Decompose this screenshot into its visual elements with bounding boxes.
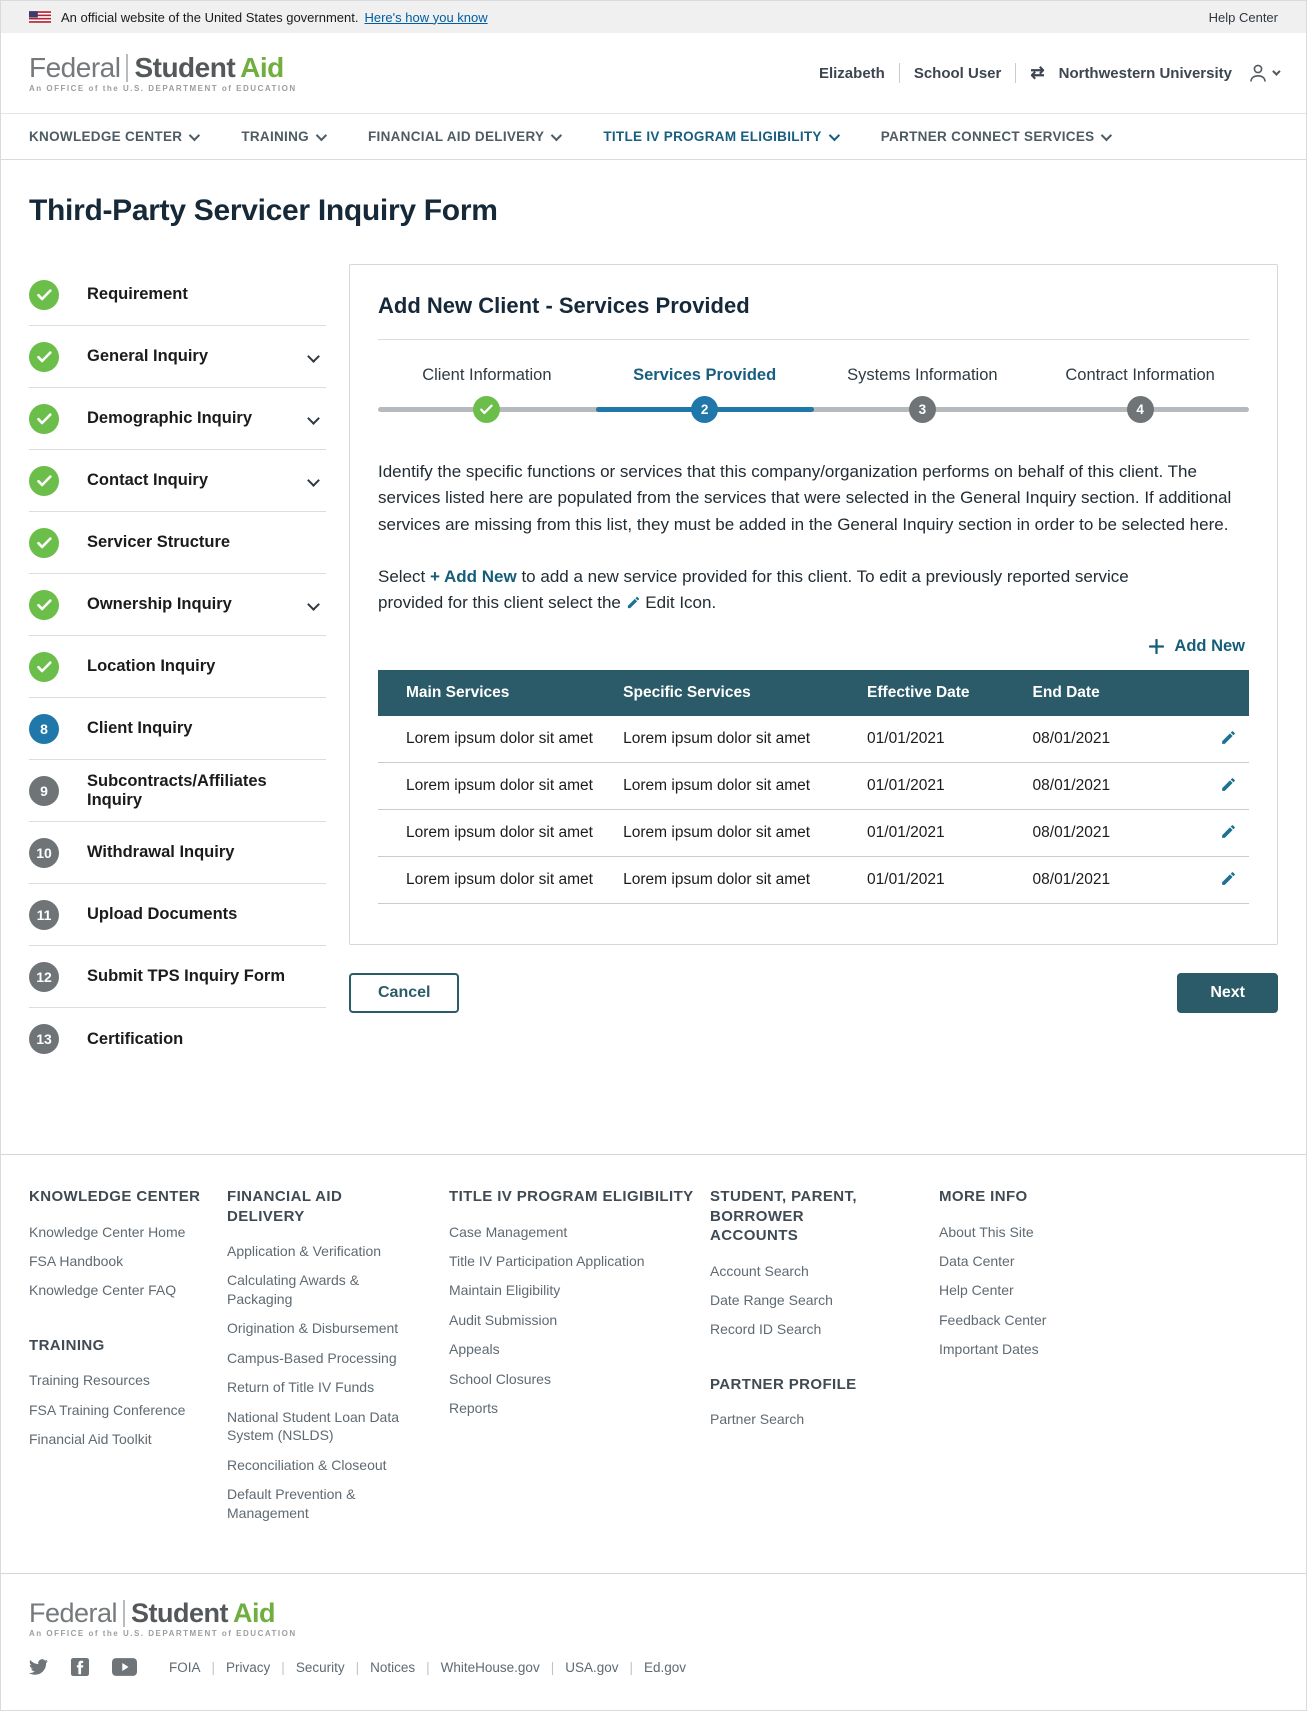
edit-pencil-icon xyxy=(1220,870,1237,887)
footer-link[interactable]: Partner Search xyxy=(710,1411,805,1428)
check-circle-icon xyxy=(29,652,59,682)
footer-link[interactable]: School Closures xyxy=(449,1370,551,1387)
check-circle-icon xyxy=(29,280,59,310)
edit-pencil-icon xyxy=(1220,729,1237,746)
next-button[interactable]: Next xyxy=(1177,973,1278,1013)
sidebar-item-contact-inquiry[interactable] xyxy=(29,450,326,512)
chevron-down-icon xyxy=(316,129,327,140)
logo-aid: Aid xyxy=(233,1598,276,1629)
step-number-badge: 13 xyxy=(29,1024,59,1054)
footer-column-accounts xyxy=(710,1187,939,1533)
facebook-icon[interactable] xyxy=(71,1658,89,1676)
footer-link[interactable]: Case Management xyxy=(449,1223,568,1240)
footer-link[interactable]: About This Site xyxy=(939,1223,1034,1240)
footer-link[interactable]: Help Center xyxy=(939,1282,1014,1299)
footer-heading: MORE INFO xyxy=(939,1188,1028,1205)
step-number-badge: 9 xyxy=(29,776,59,806)
chevron-down-icon[interactable] xyxy=(307,474,320,487)
nav-training[interactable] xyxy=(241,129,324,144)
main-content xyxy=(1,194,1306,1154)
edit-pencil-icon xyxy=(1220,776,1237,793)
logo-federal: Federal xyxy=(29,1598,118,1629)
cancel-button[interactable]: Cancel xyxy=(349,973,459,1013)
sidebar-item-label: Upload Documents xyxy=(87,905,238,923)
legal-link-whitehouse[interactable]: | WhiteHouse.gov xyxy=(415,1660,540,1675)
logo-tagline: An OFFICE of the U.S. DEPARTMENT of EDUCATION xyxy=(29,1629,297,1639)
footer-link[interactable]: Audit Submission xyxy=(449,1311,558,1328)
table-header-row xyxy=(378,670,1249,716)
footer-link[interactable]: Default Prevention & Management xyxy=(227,1486,356,1521)
chevron-down-icon xyxy=(551,129,562,140)
how-you-know-link[interactable]: Here's how you know xyxy=(364,9,488,25)
cell-end-date: 08/01/2021 xyxy=(1023,809,1171,856)
fsa-logo-footer[interactable] xyxy=(29,1600,1278,1638)
footer-link[interactable]: Return of Title IV Funds xyxy=(227,1379,375,1396)
footer-link[interactable]: Appeals xyxy=(449,1341,500,1358)
nav-label: PARTNER CONNECT SERVICES xyxy=(880,129,1095,144)
sidebar-item-label: Contact Inquiry xyxy=(87,471,209,489)
nav-label: TRAINING xyxy=(241,129,309,144)
table-row xyxy=(378,716,1249,763)
stepper-step-contract-information[interactable] xyxy=(1031,366,1249,423)
sidebar-item-certification[interactable] xyxy=(29,1008,326,1070)
legal-link-edgov[interactable]: | Ed.gov xyxy=(619,1660,687,1675)
edit-row-button[interactable] xyxy=(1218,727,1239,751)
chevron-down-icon xyxy=(189,129,200,140)
footer-link[interactable]: FSA Training Conference xyxy=(29,1401,186,1418)
gov-banner xyxy=(1,1,1306,33)
nav-title-iv-program-eligibility[interactable] xyxy=(603,129,836,144)
stepper-step-services-provided[interactable] xyxy=(596,366,814,423)
sidebar-item-ownership-inquiry[interactable] xyxy=(29,574,326,636)
sidebar-item-requirement[interactable] xyxy=(29,264,326,326)
form-actions xyxy=(349,973,1278,1013)
edit-row-button[interactable] xyxy=(1218,774,1239,798)
nav-knowledge-center[interactable] xyxy=(29,129,197,144)
select-suffix: Edit Icon. xyxy=(640,593,717,613)
step-label: Client Information xyxy=(422,366,552,384)
select-prefix: Select xyxy=(378,567,430,587)
footer-heading: TRAINING xyxy=(29,1336,105,1354)
edit-row-button[interactable] xyxy=(1218,821,1239,845)
divider xyxy=(1015,63,1016,83)
form-steps-sidebar xyxy=(29,264,326,1070)
footer-link[interactable]: Reconciliation & Closeout xyxy=(227,1456,387,1473)
add-new-label: Add New xyxy=(1174,636,1245,655)
page-title: Third-Party Servicer Inquiry Form xyxy=(29,194,498,227)
user-role: School User xyxy=(913,64,1002,82)
cell-main-services: Lorem ipsum dolor sit amet xyxy=(378,856,613,903)
sidebar-item-submit-tps-inquiry-form[interactable] xyxy=(29,946,326,1008)
logo-student: Student xyxy=(126,54,235,82)
switch-org-icon[interactable]: ⇄ xyxy=(1030,63,1045,82)
legal-link-privacy[interactable]: | Privacy xyxy=(201,1660,271,1675)
social-icons xyxy=(29,1658,137,1676)
sidebar-item-label: Subcontracts/Affiliates Inquiry xyxy=(87,771,267,809)
sidebar-item-upload-documents[interactable] xyxy=(29,884,326,946)
legal-links xyxy=(169,1660,686,1675)
sidebar-item-label: General Inquiry xyxy=(87,347,209,365)
footer-link[interactable]: Campus-Based Processing xyxy=(227,1349,397,1366)
chevron-down-icon xyxy=(828,129,839,140)
step-number-badge: 3 xyxy=(909,396,936,423)
footer-column-financial-aid-delivery xyxy=(227,1187,449,1533)
step-complete-check-icon xyxy=(473,396,500,423)
nav-partner-connect-services[interactable] xyxy=(881,129,1110,144)
column-header-end-date: End Date xyxy=(1023,670,1171,716)
footer-column-more-info xyxy=(939,1187,1239,1533)
cell-specific-services: Lorem ipsum dolor sit amet xyxy=(613,762,857,809)
sidebar-item-label: Servicer Structure xyxy=(87,533,231,551)
step-number-badge: 2 xyxy=(691,396,718,423)
footer-link[interactable]: Date Range Search xyxy=(710,1291,833,1308)
footer-link[interactable]: FSA Handbook xyxy=(29,1252,124,1269)
legal-link-notices[interactable]: | Notices xyxy=(345,1660,416,1675)
column-header-specific-services: Specific Services xyxy=(613,670,857,716)
step-number-badge: 11 xyxy=(29,900,59,930)
divider xyxy=(899,63,900,83)
check-circle-icon xyxy=(29,528,59,558)
footer-link[interactable]: Reports xyxy=(449,1400,499,1417)
footer-heading: TITLE IV PROGRAM ELIGIBILITY xyxy=(449,1188,694,1205)
cell-main-services: Lorem ipsum dolor sit amet xyxy=(378,809,613,856)
bottom-footer xyxy=(1,1573,1306,1710)
step-number-badge: 10 xyxy=(29,838,59,868)
wizard-stepper xyxy=(378,366,1249,423)
sidebar-item-label: Requirement xyxy=(87,285,188,303)
step-number-badge: 8 xyxy=(29,714,59,744)
footer-link[interactable]: Account Search xyxy=(710,1262,809,1279)
sidebar-item-subcontracts-affiliates-inquiry[interactable] xyxy=(29,760,326,822)
card-title: Add New Client - Services Provided xyxy=(378,293,750,318)
add-new-button[interactable] xyxy=(1149,637,1245,656)
column-header-effective-date: Effective Date xyxy=(857,670,1022,716)
cell-specific-services: Lorem ipsum dolor sit amet xyxy=(613,809,857,856)
logo-tagline: An OFFICE of the U.S. DEPARTMENT of EDUCATION xyxy=(29,83,297,93)
help-center-link[interactable]: Help Center xyxy=(1208,9,1278,25)
footer-link[interactable]: Knowledge Center Home xyxy=(29,1223,186,1240)
edit-pencil-icon xyxy=(626,595,641,610)
step-label: Services Provided xyxy=(633,366,777,384)
check-circle-icon xyxy=(29,590,59,620)
us-flag-icon xyxy=(29,11,51,23)
person-icon xyxy=(1246,61,1270,85)
cell-end-date: 08/01/2021 xyxy=(1023,856,1171,903)
chevron-down-icon[interactable] xyxy=(307,350,320,363)
cell-main-services: Lorem ipsum dolor sit amet xyxy=(378,716,613,763)
cell-effective-date: 01/01/2021 xyxy=(857,856,1022,903)
footer-link[interactable]: Important Dates xyxy=(939,1341,1039,1358)
check-circle-icon xyxy=(29,404,59,434)
footer-link[interactable]: Application & Verification xyxy=(227,1243,382,1259)
sidebar-item-label: Demographic Inquiry xyxy=(87,409,253,427)
user-name: Elizabeth xyxy=(818,64,885,82)
table-row xyxy=(378,809,1249,856)
site-header xyxy=(1,33,1306,113)
chevron-down-icon xyxy=(1272,67,1280,75)
fsa-logo[interactable] xyxy=(29,51,297,93)
cell-specific-services: Lorem ipsum dolor sit amet xyxy=(613,856,857,903)
sidebar-item-general-inquiry[interactable] xyxy=(29,326,326,388)
step-label: Systems Information xyxy=(847,366,998,384)
sidebar-item-location-inquiry[interactable] xyxy=(29,636,326,698)
step-number-badge: 4 xyxy=(1127,396,1154,423)
chevron-down-icon[interactable] xyxy=(307,598,320,611)
nav-label: TITLE IV PROGRAM ELIGIBILITY xyxy=(603,129,822,144)
divider xyxy=(378,339,1249,340)
sidebar-item-label: Withdrawal Inquiry xyxy=(87,843,235,861)
user-organization: Northwestern University xyxy=(1058,64,1232,82)
sidebar-item-withdrawal-inquiry[interactable] xyxy=(29,822,326,884)
cell-specific-services: Lorem ipsum dolor sit amet xyxy=(613,716,857,763)
select-middle: to add a new service provided for this client. To edit a previously reported service provided for this client select the xyxy=(378,567,1129,613)
footer-column-knowledge-center xyxy=(29,1187,227,1533)
main-nav xyxy=(1,113,1306,160)
cell-main-services: Lorem ipsum dolor sit amet xyxy=(378,762,613,809)
footer-link[interactable]: Title IV Participation Application xyxy=(449,1252,645,1269)
footer-heading: PARTNER PROFILE xyxy=(710,1375,857,1393)
cell-effective-date: 01/01/2021 xyxy=(857,762,1022,809)
legal-link-foia[interactable]: FOIA xyxy=(169,1659,201,1675)
services-table xyxy=(378,670,1249,904)
column-header-main-services: Main Services xyxy=(378,670,613,716)
footer-heading: STUDENT, PARENT, BORROWER ACCOUNTS xyxy=(710,1188,857,1244)
plus-icon xyxy=(1149,639,1164,654)
sidebar-item-label: Client Inquiry xyxy=(87,719,193,737)
legal-link-usagov[interactable]: | USA.gov xyxy=(540,1660,619,1675)
select-instructions xyxy=(378,564,1178,617)
header-user-area xyxy=(819,61,1278,85)
footer-column-title-iv xyxy=(449,1187,710,1533)
cell-end-date: 08/01/2021 xyxy=(1023,716,1171,763)
cell-effective-date: 01/01/2021 xyxy=(857,716,1022,763)
instructions-paragraph: Identify the specific functions or services that this company/organization performs on behalf of this client. The services listed here are populated from the services that were selected in the General Inquiry section. If additional services are missing from this list, they must be added in the General Inquiry section in order to be selected here. xyxy=(378,462,1232,534)
cell-end-date: 08/01/2021 xyxy=(1023,762,1171,809)
check-circle-icon xyxy=(29,342,59,372)
site-footer xyxy=(1,1154,1306,1573)
sidebar-item-label: Location Inquiry xyxy=(87,657,216,675)
edit-pencil-icon xyxy=(1220,823,1237,840)
footer-link[interactable]: Knowledge Center FAQ xyxy=(29,1282,177,1299)
account-menu-button[interactable] xyxy=(1246,61,1278,85)
footer-link[interactable]: Maintain Eligibility xyxy=(449,1282,561,1299)
add-new-inline-link[interactable]: + Add New xyxy=(429,567,517,587)
footer-link[interactable]: Record ID Search xyxy=(710,1321,822,1338)
footer-link[interactable]: National Student Loan Data System (NSLDS) xyxy=(227,1408,400,1444)
logo-federal: Federal xyxy=(29,51,121,83)
stepper-step-client-information[interactable] xyxy=(378,366,596,423)
services-provided-card xyxy=(349,264,1278,945)
stepper-step-systems-information[interactable] xyxy=(814,366,1032,423)
footer-heading: FINANCIAL AID DELIVERY xyxy=(227,1188,343,1225)
chevron-down-icon[interactable] xyxy=(307,412,320,425)
table-row xyxy=(378,856,1249,903)
step-number-badge: 12 xyxy=(29,962,59,992)
nav-label: KNOWLEDGE CENTER xyxy=(29,129,183,144)
logo-aid: Aid xyxy=(240,51,284,83)
official-site-text: An official website of the United States government. xyxy=(61,9,359,25)
sidebar-item-label: Certification xyxy=(87,1029,184,1048)
chevron-down-icon xyxy=(1101,129,1112,140)
column-header-edit xyxy=(1171,670,1249,716)
table-row xyxy=(378,762,1249,809)
sidebar-item-label: Submit TPS Inquiry Form xyxy=(87,967,286,985)
youtube-icon[interactable] xyxy=(112,1658,137,1676)
footer-link[interactable]: Feedback Center xyxy=(939,1311,1047,1328)
footer-link[interactable]: Training Resources xyxy=(29,1372,150,1389)
footer-link[interactable]: Origination & Disbursement xyxy=(227,1320,399,1337)
footer-link[interactable]: Calculating Awards & Packaging xyxy=(227,1272,360,1307)
twitter-icon[interactable] xyxy=(29,1659,48,1675)
footer-heading: KNOWLEDGE CENTER xyxy=(29,1188,201,1205)
logo-student: Student xyxy=(123,1600,228,1627)
edit-row-button[interactable] xyxy=(1218,868,1239,892)
nav-financial-aid-delivery[interactable] xyxy=(368,129,559,144)
legal-link-security[interactable]: | Security xyxy=(270,1660,344,1675)
sidebar-item-servicer-structure[interactable] xyxy=(29,512,326,574)
sidebar-item-client-inquiry[interactable] xyxy=(29,698,326,760)
cell-effective-date: 01/01/2021 xyxy=(857,809,1022,856)
nav-label: FINANCIAL AID DELIVERY xyxy=(367,129,545,144)
footer-link[interactable]: Financial Aid Toolkit xyxy=(29,1431,152,1448)
sidebar-item-demographic-inquiry[interactable] xyxy=(29,388,326,450)
check-circle-icon xyxy=(29,466,59,496)
sidebar-item-label: Ownership Inquiry xyxy=(87,595,232,613)
step-label: Contract Information xyxy=(1065,366,1215,384)
footer-link[interactable]: Data Center xyxy=(939,1252,1015,1269)
